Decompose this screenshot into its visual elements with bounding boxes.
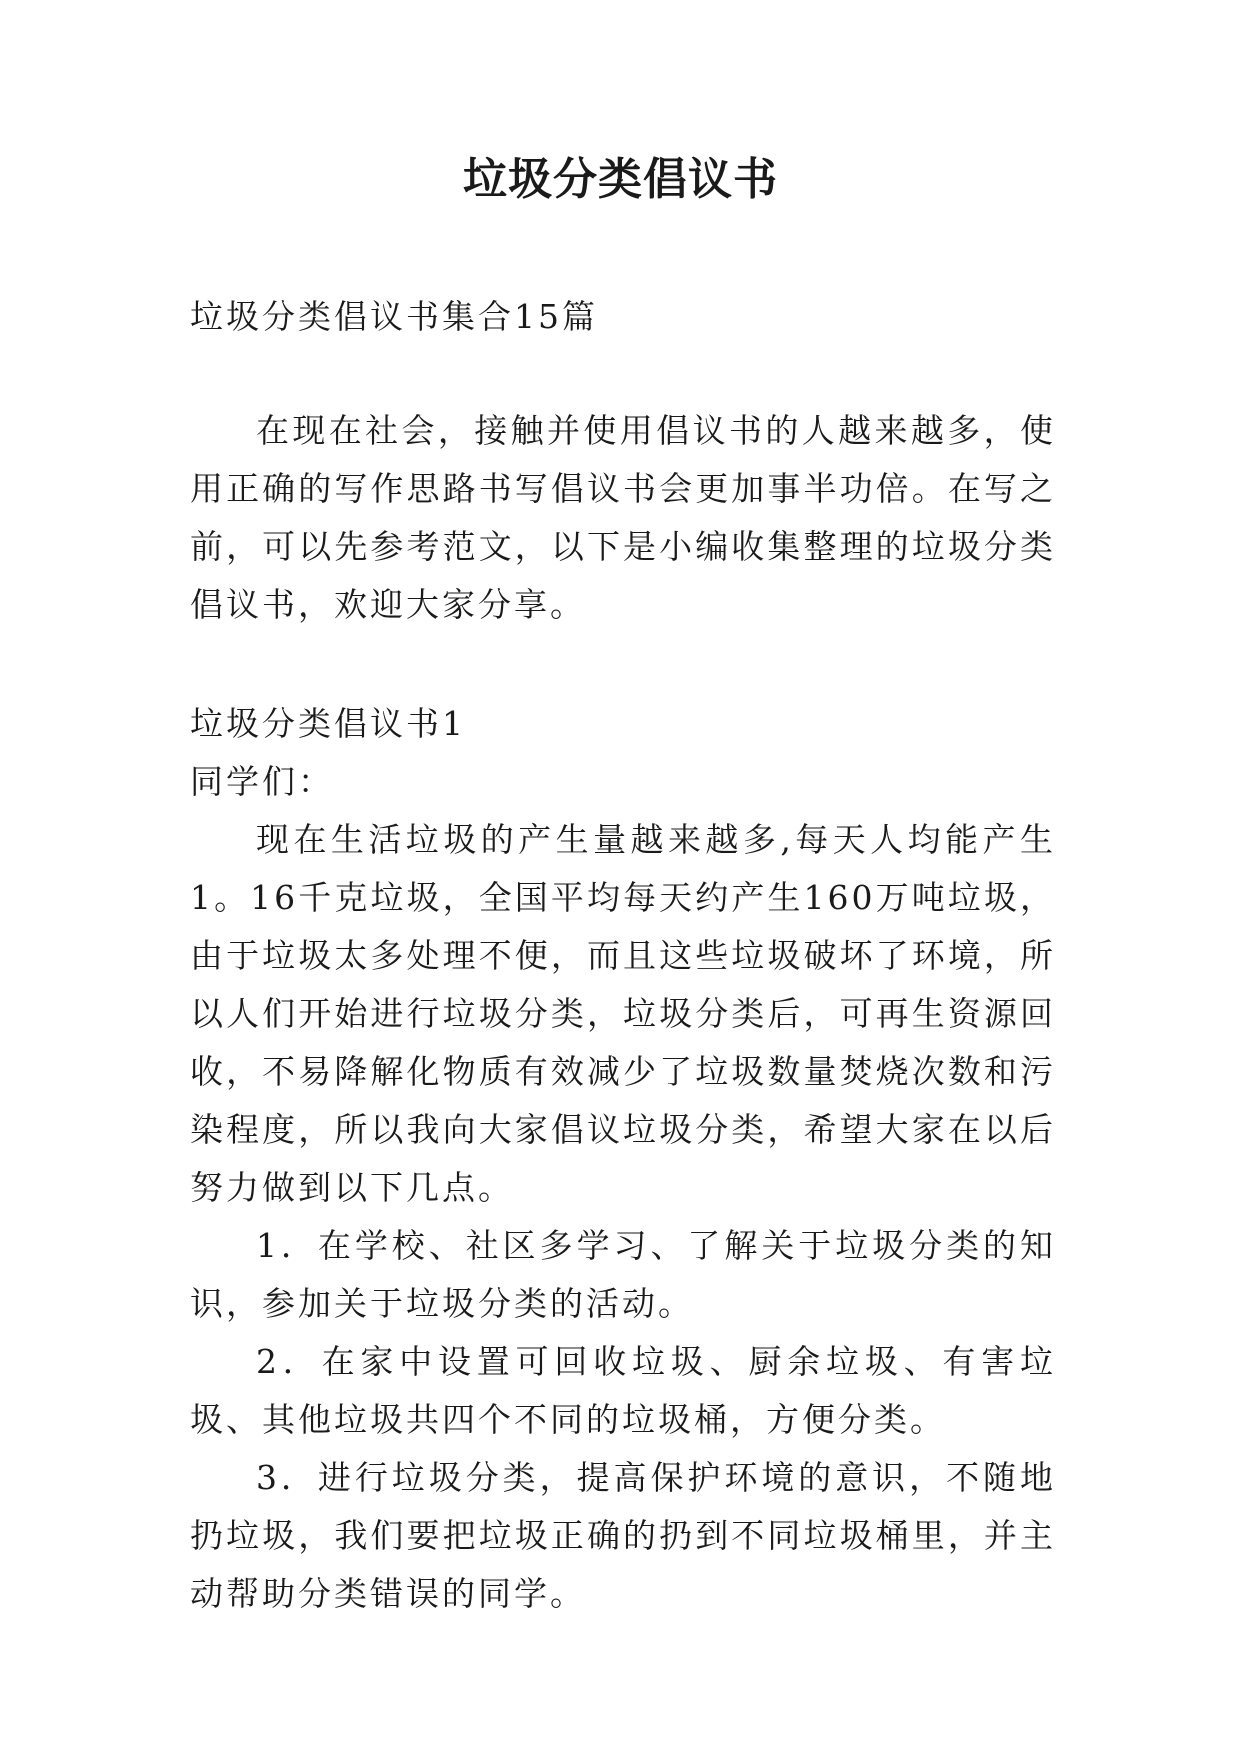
collection-subtitle: 垃圾分类倡议书集合15篇 — [190, 297, 598, 336]
letter-body — [190, 811, 1056, 1623]
document-title: 垃圾分类倡议书 — [463, 154, 778, 205]
body-paragraph: 现在生活垃圾的产生量越来越多,每天人均能产生1。16千克垃圾，全国平均每天约产生160万吨垃圾，由于垃圾太多处理不便，而且这些垃圾破坏了环境，所以人们开始进行垃圾分类，垃圾分类后，可再生资源回收，不易降解化物质有效减少了垃圾数量焚烧次数和污染程度，所以我向大家倡议垃圾分类，希望大家在以后努力做到以下几点。 — [190, 820, 1056, 1207]
list-item-1: 1．在学校、社区多学习、了解关于垃圾分类的知识，参加关于垃圾分类的活动。 — [190, 1226, 1056, 1323]
list-item-3: 3．进行垃圾分类，提高保护环境的意识，不随地扔垃圾，我们要把垃圾正确的扔到不同垃圾桶里，并主动帮助分类错误的同学。 — [190, 1458, 1056, 1613]
intro-paragraph: 在现在社会，接触并使用倡议书的人越来越多，使用正确的写作思路书写倡议书会更加事半功倍。在写之前，可以先参考范文，以下是小编收集整理的垃圾分类倡议书，欢迎大家分享。 — [190, 411, 1056, 624]
section-heading: 垃圾分类倡议书1 — [190, 704, 466, 743]
greeting-line: 同学们： — [190, 762, 334, 801]
list-item-2: 2．在家中设置可回收垃圾、厨余垃圾、有害垃圾、其他垃圾共四个不同的垃圾桶，方便分类。 — [190, 1342, 1056, 1439]
